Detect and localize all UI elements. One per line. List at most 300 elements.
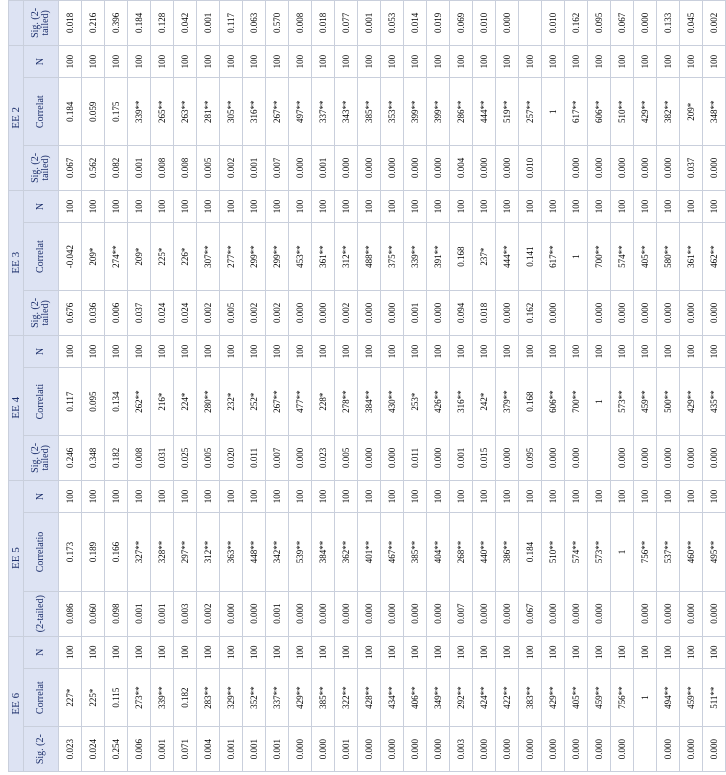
table-cell: 100	[128, 480, 151, 513]
table-cell: 0.000	[680, 727, 703, 772]
table-cell: 0.184	[519, 513, 542, 592]
table-cell: 0.000	[703, 436, 726, 481]
table-cell: 100	[381, 45, 404, 78]
table-cell: 353**	[381, 78, 404, 146]
table-row	[220, 1, 243, 772]
table-cell: 267**	[266, 368, 289, 436]
table-cell: 100	[565, 480, 588, 513]
table-cell: 405**	[565, 669, 588, 727]
table-cell: 0.011	[404, 436, 427, 481]
table-cell: 100	[473, 480, 496, 513]
table-cell: 0.005	[197, 436, 220, 481]
table-cell: 100	[105, 335, 128, 368]
table-row	[151, 1, 174, 772]
table-cell: 0.005	[220, 291, 243, 336]
table-row	[335, 1, 358, 772]
column-header: Sig. (2-tailed)	[24, 146, 59, 191]
table-cell: 100	[358, 636, 381, 669]
table-cell: 0.182	[105, 436, 128, 481]
table-cell: 100	[657, 335, 680, 368]
table-cell: 0.002	[266, 291, 289, 336]
table-cell: 242*	[473, 368, 496, 436]
table-cell: 225*	[82, 669, 105, 727]
table-cell: 0.086	[59, 591, 82, 636]
table-cell: 100	[82, 480, 105, 513]
table-cell: 100	[289, 190, 312, 223]
table-cell: 0.000	[358, 291, 381, 336]
table-cell: 100	[703, 45, 726, 78]
table-cell: 327**	[128, 513, 151, 592]
table-row	[243, 1, 266, 772]
table-cell: 385**	[404, 513, 427, 592]
table-cell: 0.000	[634, 436, 657, 481]
table-cell: 0.018	[59, 1, 82, 46]
table-cell: 100	[128, 335, 151, 368]
table-cell: 100	[174, 636, 197, 669]
table-cell: 0.053	[381, 1, 404, 46]
table-cell: 100	[565, 636, 588, 669]
table-cell: 0.000	[427, 591, 450, 636]
table-cell: 209*	[680, 78, 703, 146]
table-cell: 700**	[565, 368, 588, 436]
table-cell: 617**	[565, 78, 588, 146]
table-cell: 0.025	[174, 436, 197, 481]
column-header: N	[24, 636, 59, 669]
table-cell: 100	[588, 335, 611, 368]
table-cell: 100	[335, 480, 358, 513]
table-cell: 100	[404, 335, 427, 368]
table-cell: 100	[151, 480, 174, 513]
table-cell: 339**	[404, 223, 427, 291]
table-row	[542, 1, 565, 772]
table-cell: 0.008	[174, 146, 197, 191]
table-cell: 100	[59, 480, 82, 513]
table-cell: 100	[151, 190, 174, 223]
table-cell: 0.000	[680, 291, 703, 336]
group-header: EE 5	[9, 480, 24, 636]
table-cell: 100	[450, 480, 473, 513]
table-cell: 100	[381, 480, 404, 513]
table-cell: 100	[243, 480, 266, 513]
table-cell: 0.000	[473, 146, 496, 191]
table-cell: 606**	[542, 368, 565, 436]
table-cell: 0.000	[427, 291, 450, 336]
table-cell: 100	[151, 335, 174, 368]
table-cell: 0.000	[381, 291, 404, 336]
table-cell: 0.007	[266, 146, 289, 191]
table-cell: 379**	[496, 368, 519, 436]
table-row	[358, 1, 381, 772]
table-cell: 100	[565, 190, 588, 223]
table-cell: 462**	[703, 223, 726, 291]
table-cell: 100	[680, 45, 703, 78]
table-cell: 0.000	[427, 727, 450, 772]
table-cell: 100	[611, 480, 634, 513]
table-cell: 497**	[289, 78, 312, 146]
table-cell: 519**	[496, 78, 519, 146]
table-cell: 0.000	[358, 727, 381, 772]
table-cell: 511**	[703, 669, 726, 727]
table-cell: 100	[657, 636, 680, 669]
column-header: (2-tailed)	[24, 591, 59, 636]
table-cell: 384**	[312, 513, 335, 592]
table-cell: 399**	[404, 78, 427, 146]
table-cell: 100	[611, 45, 634, 78]
table-cell: 0.019	[427, 1, 450, 46]
table-cell: 100	[243, 45, 266, 78]
table-cell: 0.000	[657, 291, 680, 336]
table-cell: 299**	[266, 223, 289, 291]
table-cell: 459**	[634, 368, 657, 436]
table-cell: 361**	[312, 223, 335, 291]
group-header: EE 6	[9, 636, 24, 771]
table-cell: 0.000	[680, 436, 703, 481]
table-cell: 292**	[450, 669, 473, 727]
table-cell: 382**	[657, 78, 680, 146]
table-cell: 100	[680, 335, 703, 368]
table-cell: 100	[565, 45, 588, 78]
table-cell: 274**	[105, 223, 128, 291]
table-row	[565, 1, 588, 772]
table-cell: 0.001	[220, 727, 243, 772]
table-cell: 0.001	[243, 146, 266, 191]
table-cell: 343**	[335, 78, 358, 146]
table-cell: 0.396	[105, 1, 128, 46]
table-cell: 348**	[703, 78, 726, 146]
table-cell: 100	[174, 335, 197, 368]
table-cell: 0.216	[82, 1, 105, 46]
correlation-table	[8, 0, 726, 772]
table-row	[519, 1, 542, 772]
table-cell: 100	[220, 335, 243, 368]
table-row	[427, 1, 450, 772]
table-cell: 100	[680, 190, 703, 223]
table-cell: 0.001	[312, 146, 335, 191]
table-cell: 0.023	[59, 727, 82, 772]
table-cell: 227*	[59, 669, 82, 727]
table-cell: 0.000	[588, 291, 611, 336]
column-header: Correlat	[24, 223, 59, 291]
table-cell: 100	[197, 636, 220, 669]
table-cell: 0.007	[450, 591, 473, 636]
table-row	[128, 1, 151, 772]
table-cell	[519, 1, 542, 46]
table-cell: 100	[358, 45, 381, 78]
table-cell: 510**	[542, 513, 565, 592]
table-cell: 435**	[703, 368, 726, 436]
table-cell: 100	[312, 335, 335, 368]
table-cell: 494**	[657, 669, 680, 727]
table-cell: 0.000	[496, 291, 519, 336]
table-cell: 0.000	[588, 591, 611, 636]
table-cell: 0.000	[611, 146, 634, 191]
table-cell: 100	[427, 335, 450, 368]
table-cell: 100	[174, 190, 197, 223]
table-cell: 0.000	[473, 591, 496, 636]
table-cell: 100	[473, 335, 496, 368]
table-cell: 0.133	[657, 1, 680, 46]
table-cell: 0.184	[59, 78, 82, 146]
column-header: Correlat	[24, 78, 59, 146]
table-cell: 100	[381, 636, 404, 669]
table-cell: 0.011	[243, 436, 266, 481]
table-cell: 756**	[611, 669, 634, 727]
table-cell: 100	[312, 480, 335, 513]
table-cell: 362**	[335, 513, 358, 592]
table-cell: 0.348	[82, 436, 105, 481]
table-cell: 100	[496, 45, 519, 78]
table-cell: 0.000	[220, 591, 243, 636]
table-cell: 0.031	[151, 436, 174, 481]
table-cell: 0.008	[128, 436, 151, 481]
table-cell: 100	[657, 45, 680, 78]
table-cell: 0.141	[519, 223, 542, 291]
table-cell: 0.000	[289, 727, 312, 772]
table-cell: 100	[657, 480, 680, 513]
column-header: Sig. (2-tailed)	[24, 1, 59, 46]
table-cell: 0.008	[289, 1, 312, 46]
column-header: N	[24, 190, 59, 223]
table-cell: 0.000	[404, 146, 427, 191]
table-cell: 0.000	[496, 436, 519, 481]
table-cell: 361**	[680, 223, 703, 291]
rotated-table-wrapper	[8, 0, 719, 772]
table-cell: 0.067	[611, 1, 634, 46]
table-cell: 430**	[381, 368, 404, 436]
table-cell: 0.000	[611, 436, 634, 481]
table-cell: 0.000	[565, 727, 588, 772]
table-cell: 1	[611, 513, 634, 592]
table-cell: 0.018	[312, 1, 335, 46]
table-cell	[588, 436, 611, 481]
table-cell: 100	[266, 480, 289, 513]
table-cell: 0.000	[404, 591, 427, 636]
table-cell: 573**	[611, 368, 634, 436]
table-row	[59, 1, 82, 772]
table-cell: 0.000	[427, 146, 450, 191]
table-cell: 0.098	[105, 591, 128, 636]
table-cell: 100	[634, 45, 657, 78]
table-cell: 0.000	[634, 146, 657, 191]
table-cell: 267**	[266, 78, 289, 146]
table-cell: 100	[197, 480, 220, 513]
table-cell: 617**	[542, 223, 565, 291]
table-cell: 0.002	[197, 291, 220, 336]
table-cell: 209*	[128, 223, 151, 291]
table-row	[496, 1, 519, 772]
table-row	[266, 1, 289, 772]
table-cell: 100	[588, 636, 611, 669]
table-cell: 0.000	[565, 591, 588, 636]
table-cell: 100	[174, 480, 197, 513]
table-cell: 100	[519, 480, 542, 513]
table-cell: 100	[266, 636, 289, 669]
table-cell: 349**	[427, 669, 450, 727]
group-header-row	[9, 1, 24, 772]
table-cell: 100	[703, 190, 726, 223]
table-cell: 100	[59, 45, 82, 78]
table-cell: 434**	[381, 669, 404, 727]
table-cell: 0.000	[657, 591, 680, 636]
table-cell: 0.000	[634, 1, 657, 46]
table-cell: 401**	[358, 513, 381, 592]
table-cell: 0.000	[335, 146, 358, 191]
table-cell: 573**	[588, 513, 611, 592]
table-cell: -0.042	[59, 223, 82, 291]
table-cell: 0.003	[450, 727, 473, 772]
table-cell: 422**	[496, 669, 519, 727]
table-cell: 100	[565, 335, 588, 368]
table-cell: 268**	[450, 513, 473, 592]
table-cell: 0.010	[473, 1, 496, 46]
table-cell: 100	[473, 45, 496, 78]
table-cell: 0.082	[105, 146, 128, 191]
group-header: EE 2	[9, 45, 24, 190]
table-cell: 100	[381, 190, 404, 223]
table-cell: 0.000	[289, 291, 312, 336]
table-cell: 0.002	[703, 1, 726, 46]
table-cell: 100	[266, 190, 289, 223]
table-cell: 510**	[611, 78, 634, 146]
table-cell: 0.000	[565, 146, 588, 191]
table-cell: 100	[496, 190, 519, 223]
table-cell: 263**	[174, 78, 197, 146]
table-cell: 0.000	[404, 727, 427, 772]
table-cell: 100	[542, 480, 565, 513]
table-cell: 100	[496, 636, 519, 669]
table-cell: 0.067	[59, 146, 82, 191]
table-cell: 100	[381, 335, 404, 368]
table-cell: 100	[335, 190, 358, 223]
table-cell: 537**	[657, 513, 680, 592]
table-cell: 0.000	[381, 591, 404, 636]
table-cell: 225*	[151, 223, 174, 291]
table-cell: 0.042	[174, 1, 197, 46]
table-cell: 0.001	[197, 1, 220, 46]
table-cell: 0.184	[128, 1, 151, 46]
table-cell: 429**	[289, 669, 312, 727]
table-cell: 100	[174, 45, 197, 78]
table-cell: 100	[220, 190, 243, 223]
table-cell: 0.005	[197, 146, 220, 191]
table-cell: 100	[404, 45, 427, 78]
table-cell: 448**	[243, 513, 266, 592]
table-cell: 305**	[220, 78, 243, 146]
table-cell: 100	[680, 480, 703, 513]
table-cell: 406**	[404, 669, 427, 727]
table-cell: 100	[611, 190, 634, 223]
table-cell: 0.015	[473, 436, 496, 481]
column-header: Correlatio	[24, 513, 59, 592]
table-cell: 265**	[151, 78, 174, 146]
table-cell: 100	[703, 480, 726, 513]
table-cell: 0.037	[680, 146, 703, 191]
table-cell: 0.001	[335, 727, 358, 772]
table-cell: 0.001	[151, 727, 174, 772]
table-cell: 0.000	[496, 591, 519, 636]
table-cell: 0.077	[335, 1, 358, 46]
table-cell: 0.023	[312, 436, 335, 481]
table-cell: 100	[611, 636, 634, 669]
table-cell: 100	[519, 636, 542, 669]
table-cell: 352**	[243, 669, 266, 727]
table-cell: 0.000	[680, 591, 703, 636]
column-header: Correlati	[24, 368, 59, 436]
table-cell: 0.117	[59, 368, 82, 436]
table-cell: 459**	[680, 669, 703, 727]
table-cell: 0.000	[542, 436, 565, 481]
table-cell: 0.006	[128, 727, 151, 772]
table-cell: 0.060	[82, 591, 105, 636]
table-cell: 444**	[473, 78, 496, 146]
group-header: EE 3	[9, 190, 24, 335]
table-cell: 100	[105, 190, 128, 223]
table-cell: 385**	[358, 78, 381, 146]
table-cell: 0.001	[128, 591, 151, 636]
table-cell: 0.020	[220, 436, 243, 481]
table-cell: 700**	[588, 223, 611, 291]
table-cell: 0.036	[82, 291, 105, 336]
table-cell: 100	[289, 480, 312, 513]
table-cell: 0.008	[151, 146, 174, 191]
sub-header-row	[24, 1, 59, 772]
table-cell: 100	[105, 636, 128, 669]
table-cell: 0.117	[220, 1, 243, 46]
table-cell: 0.000	[588, 727, 611, 772]
table-cell: 100	[450, 45, 473, 78]
table-cell: 297**	[174, 513, 197, 592]
table-cell: 0.001	[243, 727, 266, 772]
table-cell: 307**	[197, 223, 220, 291]
table-cell: 0.001	[404, 291, 427, 336]
table-row	[381, 1, 404, 772]
table-cell: 312**	[197, 513, 220, 592]
table-cell: 606**	[588, 78, 611, 146]
table-cell: 429**	[634, 78, 657, 146]
table-cell: 100	[703, 335, 726, 368]
table-cell: 100	[496, 335, 519, 368]
table-row	[404, 1, 427, 772]
table-cell: 0.000	[634, 591, 657, 636]
table-cell: 100	[289, 636, 312, 669]
table-cell: 467**	[381, 513, 404, 592]
table-cell: 100	[588, 480, 611, 513]
table-cell: 0.001	[358, 1, 381, 46]
column-header: N	[24, 335, 59, 368]
table-cell: 100	[703, 636, 726, 669]
table-cell: 100	[59, 335, 82, 368]
table-cell: 459**	[588, 669, 611, 727]
table-cell: 0.002	[220, 146, 243, 191]
table-cell: 0.000	[542, 727, 565, 772]
table-cell: 0.168	[450, 223, 473, 291]
table-cell: 0.002	[243, 291, 266, 336]
table-cell: 0.037	[128, 291, 151, 336]
table-cell	[565, 291, 588, 336]
table-cell	[611, 591, 634, 636]
table-cell: 0.095	[82, 368, 105, 436]
table-cell: 224*	[174, 368, 197, 436]
table-cell: 100	[473, 636, 496, 669]
table-cell: 0.000	[703, 591, 726, 636]
table-cell: 453**	[289, 223, 312, 291]
table-cell: 404**	[427, 513, 450, 592]
table-cell: 100	[427, 190, 450, 223]
table-row	[588, 1, 611, 772]
table-cell: 0.000	[381, 727, 404, 772]
table-cell: 100	[542, 636, 565, 669]
table-row	[105, 1, 128, 772]
